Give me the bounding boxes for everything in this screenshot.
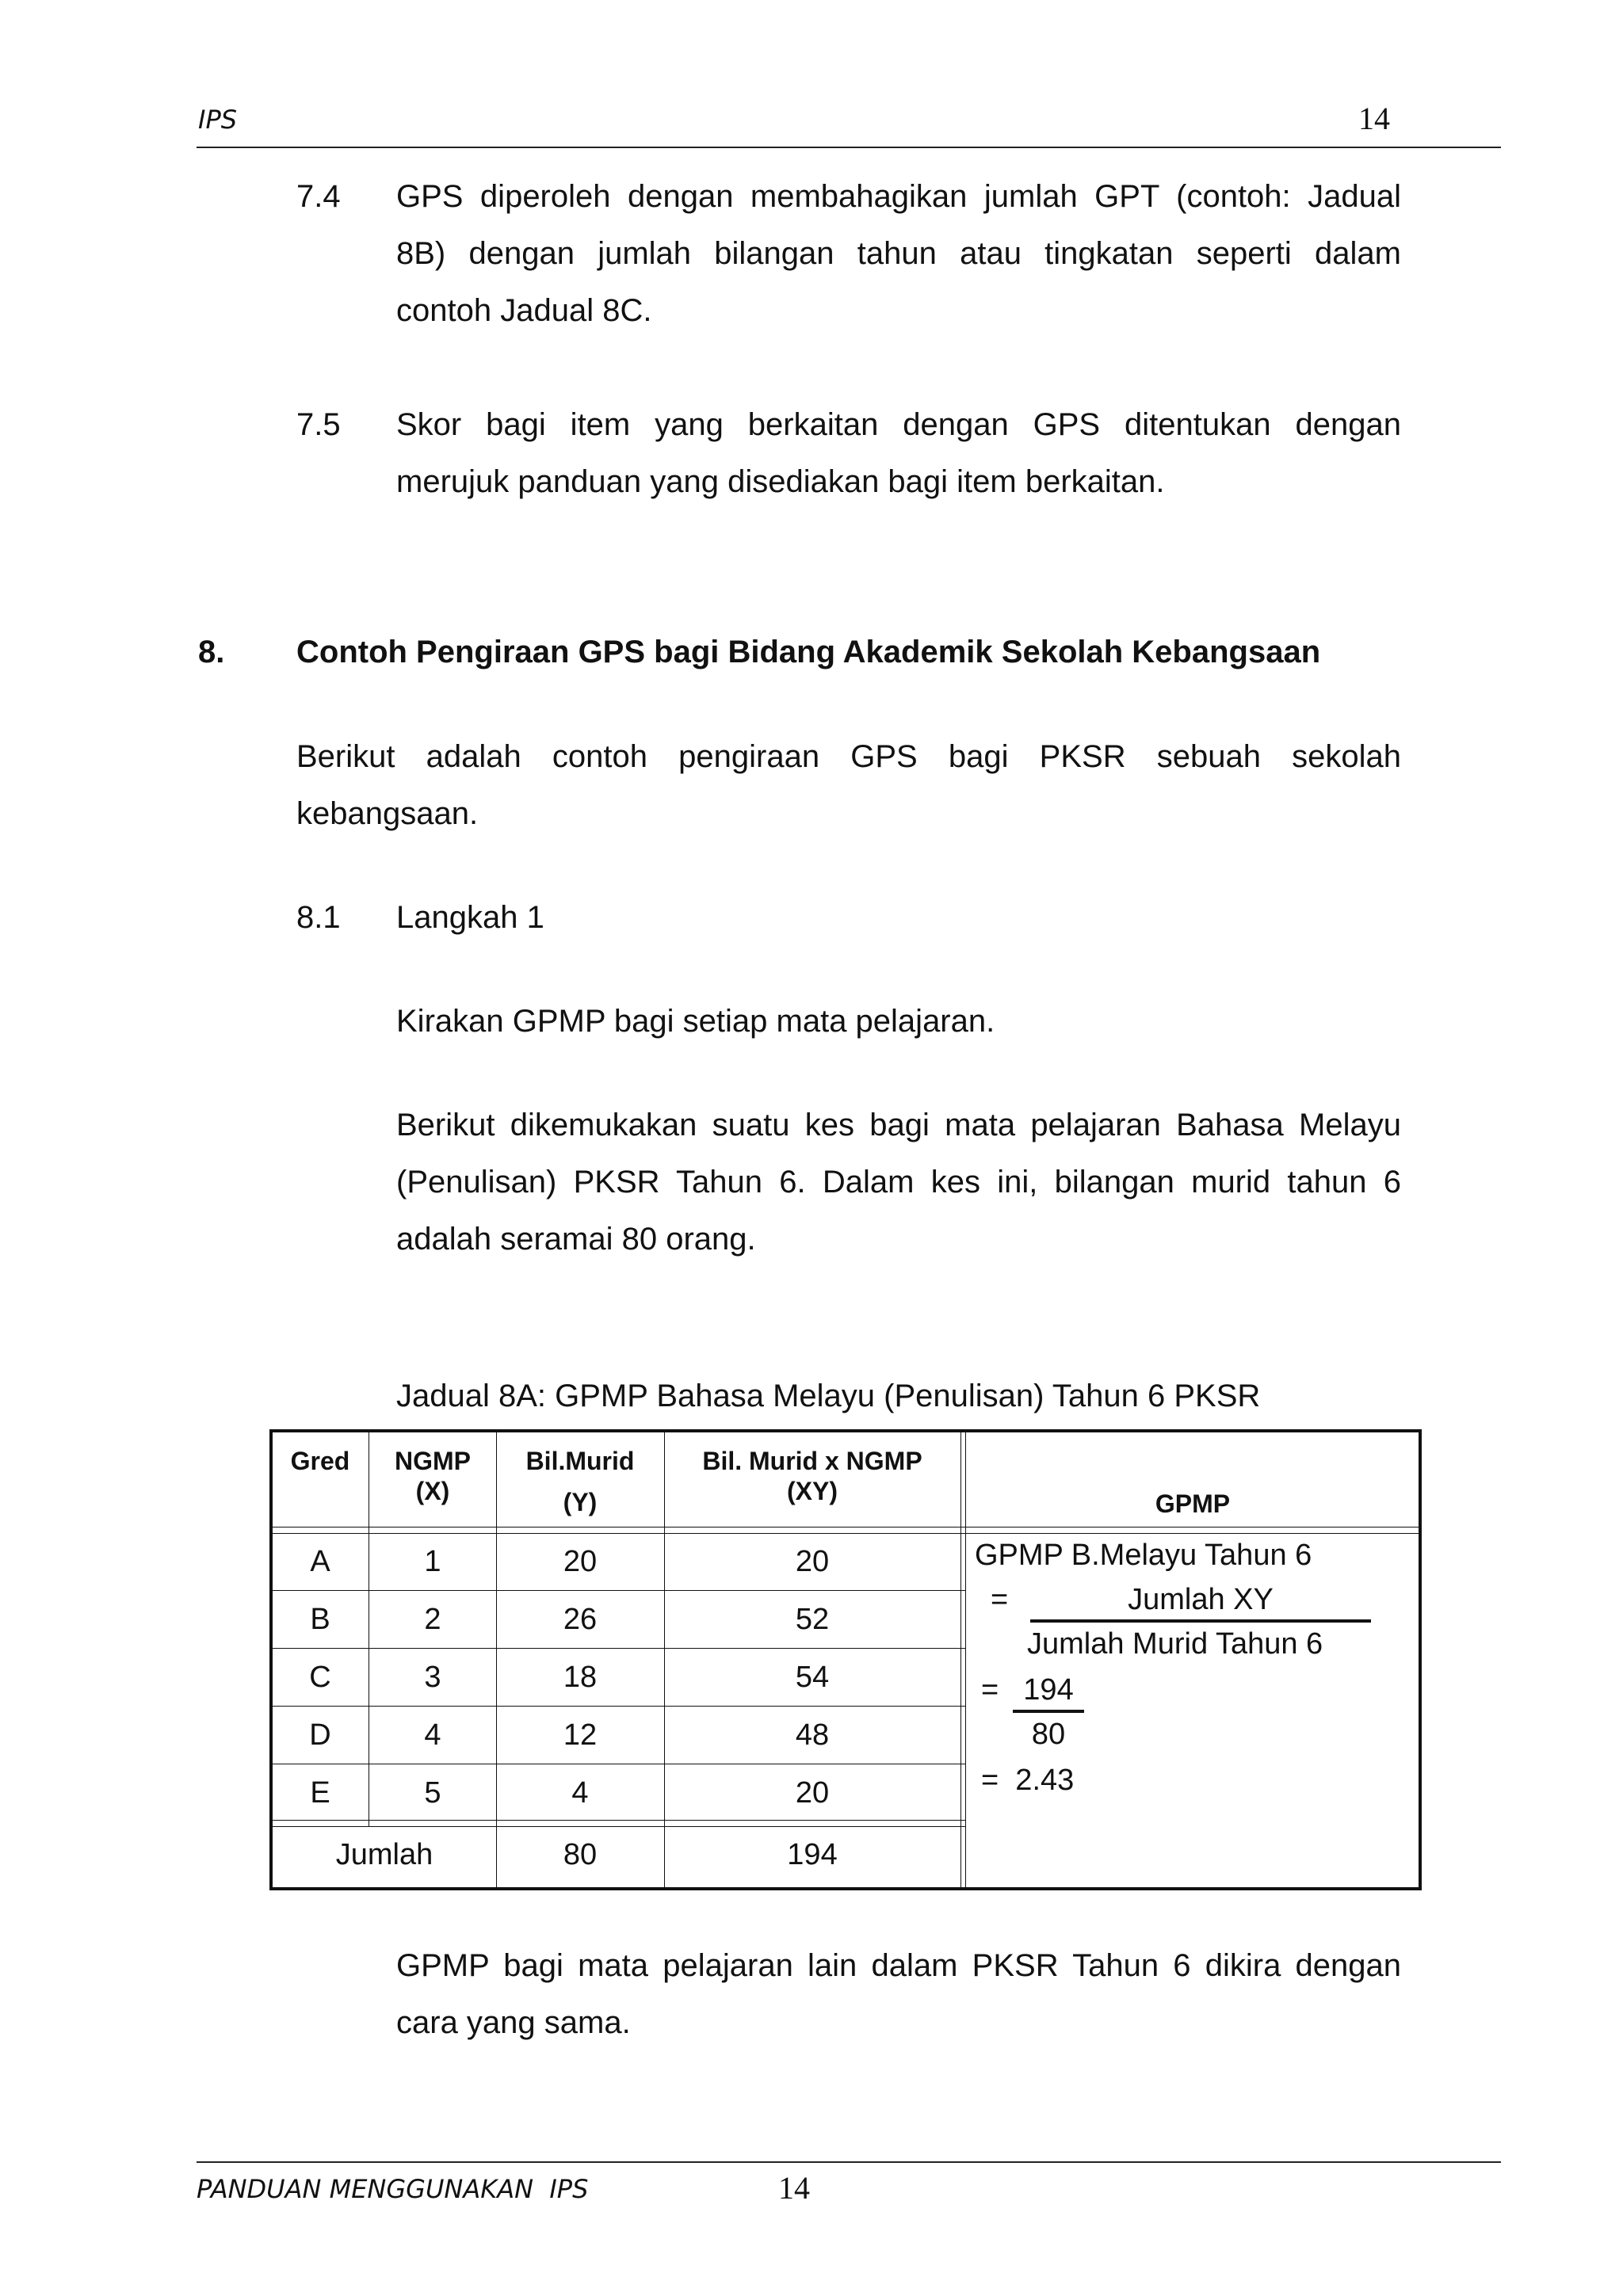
cell-bil-murid: 4 — [571, 1776, 589, 1810]
cell-gred: D — [309, 1718, 331, 1752]
fraction-bar-2 — [1013, 1710, 1084, 1713]
cell-bil-murid: 18 — [563, 1661, 598, 1694]
cell-bil-murid: 26 — [563, 1603, 598, 1636]
section-7-5-line-1: Skor bagi item yang berkaitan dengan GPS ditentukan dengan — [396, 407, 1401, 442]
section-8-1-case-line-2: (Penulisan) PKSR Tahun 6. Dalam kes ini, bilangan murid tahun 6 — [396, 1165, 1401, 1199]
header-ngmp: NGMP — [395, 1447, 471, 1475]
cell-xy: 52 — [795, 1603, 830, 1636]
header-gpmp: GPMP — [1155, 1489, 1231, 1518]
cell-xy: 20 — [795, 1545, 830, 1578]
cell-gred: C — [309, 1661, 331, 1694]
cell-bil-murid: 12 — [563, 1718, 598, 1752]
cell-ngmp: 1 — [424, 1545, 441, 1578]
row-line-3 — [271, 1706, 965, 1707]
section-7-4-number: 7.4 — [296, 179, 341, 214]
cell-bil-murid: 20 — [563, 1545, 598, 1578]
section-8-title: Contoh Pengiraan GPS bagi Bidang Akademik Sekolah Kebangsaan — [296, 635, 1321, 669]
total-separator-top — [271, 1820, 965, 1821]
section-8-1-title: Langkah 1 — [396, 900, 544, 935]
section-7-4-line-1: GPS diperoleh dengan membahagikan jumlah GPT (contoh: Jadual — [396, 179, 1401, 214]
cell-gred: A — [310, 1545, 330, 1578]
section-8-1-case-line-1: Berikut dikemukakan suatu kes bagi mata pelajaran Bahasa Melayu — [396, 1108, 1401, 1142]
section-7-4-line-2: 8B) dengan jumlah bilangan tahun atau tingkatan seperti dalam — [396, 236, 1401, 271]
section-8-intro-line-1: Berikut adalah contoh pengiraan GPS bagi PKSR sebuah sekolah — [296, 739, 1401, 774]
section-7-5-line-2: merujuk panduan yang disediakan bagi item berkaitan. — [396, 464, 1165, 499]
header-bil-murid-y: (Y) — [563, 1488, 598, 1516]
formula-title: GPMP B.Melayu Tahun 6 — [975, 1539, 1312, 1572]
table-caption: Jadual 8A: GPMP Bahasa Melayu (Penulisan) Tahun 6 PKSR — [396, 1379, 1261, 1413]
formula-numerator-1: Jumlah XY — [1128, 1583, 1274, 1616]
running-footer-title: PANDUAN MENGGUNAKAN IPS — [197, 2174, 589, 2204]
cell-gred: B — [310, 1603, 330, 1636]
section-8-1-number: 8.1 — [296, 900, 341, 935]
header-ngmp-x: (X) — [415, 1477, 450, 1505]
cell-ngmp: 2 — [424, 1603, 441, 1636]
row-line-1 — [271, 1590, 965, 1591]
row-line-2 — [271, 1648, 965, 1649]
col-line-bil — [664, 1431, 665, 1889]
col-line-xy — [960, 1431, 961, 1889]
header-gred: Gred — [290, 1447, 350, 1475]
formula-denominator-2: 80 — [1031, 1718, 1066, 1751]
cell-xy: 54 — [795, 1661, 830, 1694]
closing-line-2: cara yang sama. — [396, 2005, 631, 2040]
section-8-1-case-line-3: adalah seramai 80 orang. — [396, 1222, 756, 1257]
section-7-5-number: 7.5 — [296, 407, 341, 442]
cell-ngmp: 5 — [424, 1776, 441, 1810]
header-separator-bottom — [271, 1533, 1420, 1534]
section-8-intro-line-2: kebangsaan. — [296, 796, 479, 831]
formula-result: = 2.43 — [981, 1764, 1075, 1797]
cell-gred: E — [310, 1776, 330, 1810]
fraction-bar-1 — [1030, 1619, 1371, 1623]
cell-total-xy: 194 — [787, 1838, 838, 1871]
formula-equals-2: = — [981, 1673, 999, 1707]
total-separator-bottom — [271, 1826, 965, 1827]
cell-total-bil-murid: 80 — [563, 1838, 598, 1871]
section-8-number: 8. — [198, 635, 225, 669]
cell-total-label: Jumlah — [335, 1838, 433, 1871]
header-xy: Bil. Murid x NGMP — [702, 1447, 922, 1475]
section-8-1-instruction: Kirakan GPMP bagi setiap mata pelajaran. — [396, 1004, 995, 1039]
col-line-xy-double — [965, 1431, 966, 1889]
col-line-ngmp — [496, 1431, 497, 1889]
header-page-number: 14 — [1358, 101, 1390, 136]
header-bil-murid: Bil.Murid — [525, 1447, 635, 1475]
formula-equals-1: = — [991, 1583, 1009, 1616]
cell-xy: 20 — [795, 1776, 830, 1810]
cell-ngmp: 3 — [424, 1661, 441, 1694]
cell-ngmp: 4 — [424, 1718, 441, 1752]
footer-page-number: 14 — [778, 2170, 810, 2206]
header-rule — [197, 147, 1501, 148]
cell-xy: 48 — [795, 1718, 830, 1752]
closing-line-1: GPMP bagi mata pelajaran lain dalam PKSR Tahun 6 dikira dengan — [396, 1948, 1401, 1983]
running-header-title: IPS — [198, 105, 238, 135]
footer-rule — [197, 2161, 1501, 2163]
section-7-4-line-3: contoh Jadual 8C. — [396, 293, 652, 328]
header-xy-label: (XY) — [787, 1477, 838, 1505]
formula-numerator-2: 194 — [1023, 1673, 1074, 1707]
formula-denominator-1: Jumlah Murid Tahun 6 — [1027, 1627, 1323, 1661]
